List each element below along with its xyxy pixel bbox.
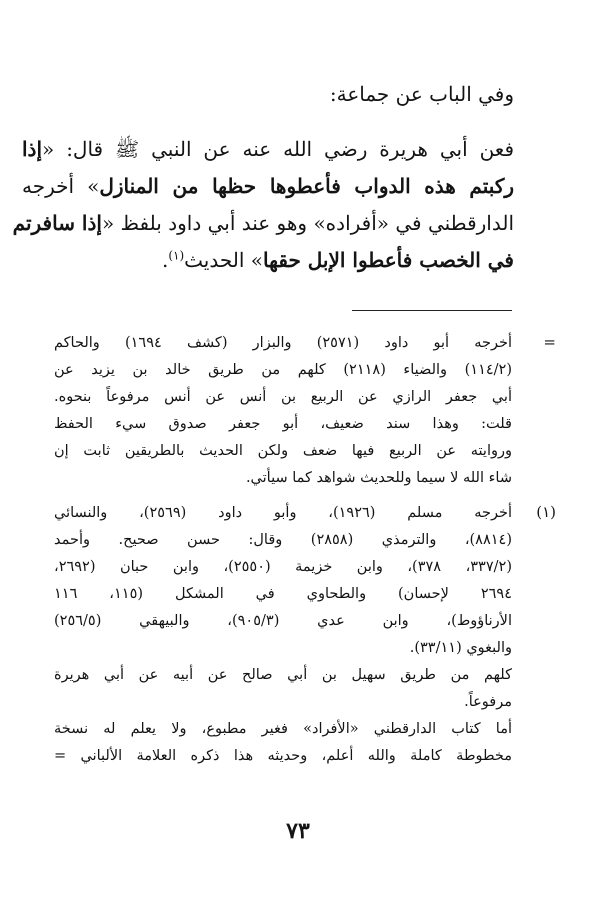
- main-line-1-bold: إذا: [22, 137, 43, 161]
- footnote-1: [54, 500, 512, 770]
- main-line-3-text: الدارقطني في «أفراده» وهو عند أبي داود بلفظ «: [101, 211, 514, 235]
- footnote-line: والبغوي (٣٣/١١).: [409, 640, 512, 656]
- main-line-4-end: .: [161, 248, 169, 272]
- footnote-line: كلهم من طريق سهيل بن أبي صالح عن أبيه عن أبي هريرة: [54, 667, 512, 683]
- main-line-4-text: » الحديث: [184, 248, 264, 272]
- footnote-line: وروايته عن الربيع فيها ضعف ولكن الحديث بالطريقين ثابت إن: [54, 443, 512, 459]
- main-text: [12, 76, 514, 279]
- footnote-line: (١١٤/٢) والضياء (٢١١٨) كلهم من طريق خالد بن يزيد عن: [54, 362, 512, 378]
- main-line-4-bold: في الخصب فأعطوا الإبل حقها: [263, 248, 514, 272]
- footnote-separator: [352, 310, 512, 311]
- footnote-line: أما كتاب الدارقطني «الأفراد» فغير مطبوع، ولا يعلم له نسخة: [54, 721, 512, 737]
- page-number: ٧٣: [286, 818, 310, 844]
- footnote-line: شاء الله لا سيما وللحديث شواهد كما سيأتي.: [245, 470, 512, 486]
- continuation-marker: =: [543, 333, 556, 351]
- main-line-2-bold: ركبتم هذه الدواب فأعطوها حظها من المنازل: [99, 174, 514, 198]
- footnote-line: مرفوعاً.: [464, 694, 512, 710]
- intro-line: وفي الباب عن جماعة:: [329, 82, 514, 106]
- footnote-line: ٢٦٩٤ لإحسان) والطحاوي في المشكل (١١٥، ١١٦: [54, 586, 512, 602]
- footnote-line: مخطوطة كاملة والله أعلم، وحديثه هذا ذكره العلامة الألباني =: [54, 748, 512, 764]
- footnote-line: الأرناؤوط)، وابن عدي (٩٠٥/٣)، والبيهقي (٢٥٦/٥): [54, 613, 512, 629]
- main-line-3-bold: إذا سافرتم: [12, 211, 102, 235]
- main-line-3: [12, 205, 514, 242]
- footnote-line: (٨٨١٤)، والترمذي (٢٨٥٨) وقال: حسن صحيح. وأحمد: [54, 532, 512, 548]
- main-line-1: [22, 131, 514, 168]
- footnote-line: قلت: وهذا سند ضعيف، أبو جعفر صدوق سيء الحفظ: [54, 416, 512, 432]
- footnote-line: أخرجه مسلم (١٩٢٦)، وأبو داود (٢٥٦٩)، والنسائي: [54, 505, 513, 521]
- footnote-line: أبي جعفر الرازي عن الربيع بن أنس عن أنس مرفوعاً بنحوه.: [54, 389, 512, 405]
- footnote-line: (٣٣٧/٢، ٣٧٨)، وابن خزيمة (٢٥٥٠)، وابن حبان (٢٦٩٢،: [54, 559, 512, 575]
- footnote-reference: (١): [168, 248, 185, 263]
- main-line-1-text: فعن أبي هريرة رضي الله عنه عن النبي ﷺ قال: «: [42, 137, 514, 161]
- footnote-continuation: [54, 330, 512, 492]
- main-line-2: [22, 168, 514, 205]
- footnote-1-marker: (١): [536, 503, 556, 521]
- footnote-line: أخرجه أبو داود (٢٥٧١) والبزار (كشف ١٦٩٤) والحاكم: [54, 335, 513, 351]
- main-line-4: [22, 242, 514, 279]
- main-line-2-text: » أخرجه: [22, 174, 100, 198]
